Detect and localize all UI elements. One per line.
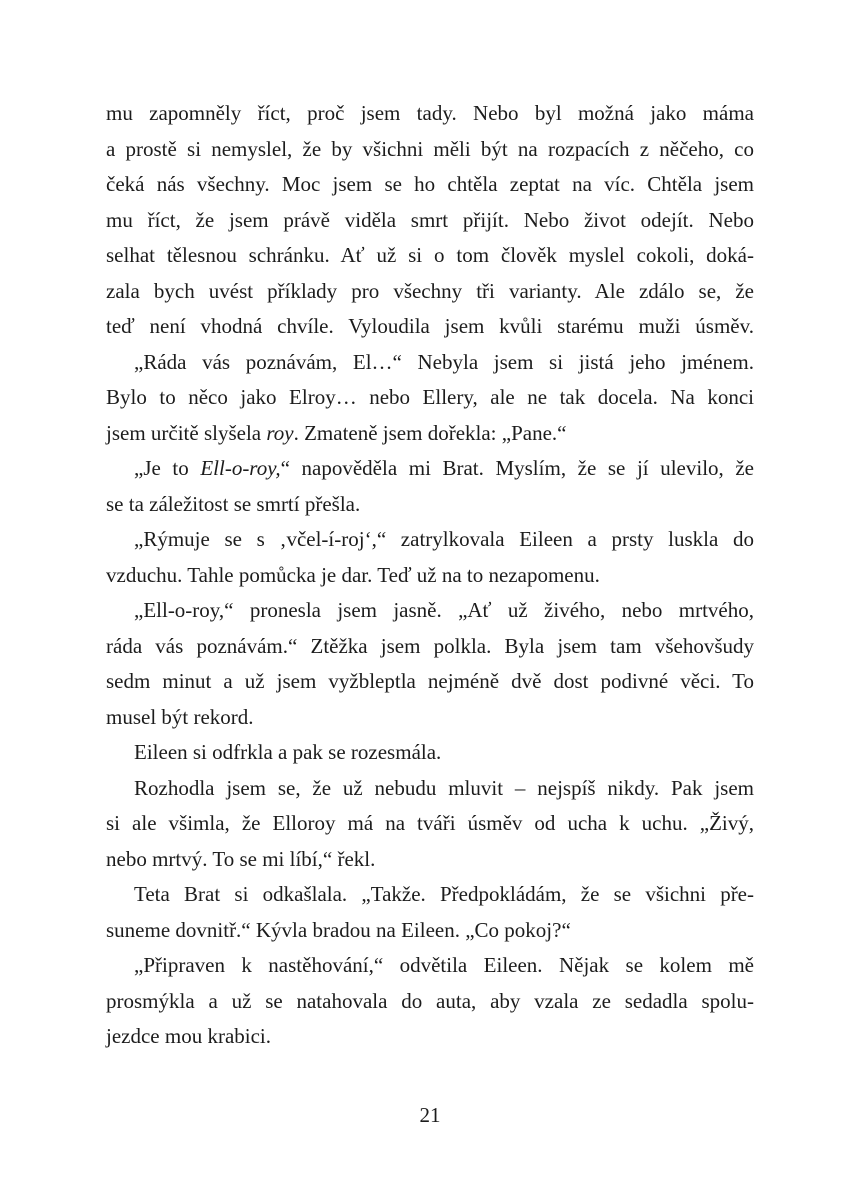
text-segment: mu zapomněly říct, proč jsem tady. Nebo byl možná jako máma: [106, 101, 754, 125]
text-segment: zala bych uvést příklady pro všechny tři varianty. Ale zdálo se, že: [106, 278, 754, 303]
text-line: [106, 593, 754, 629]
text-line: [106, 203, 754, 239]
text-line: [106, 380, 754, 416]
text-line: [106, 167, 754, 203]
text-segment: “ napověděla mi Brat. Myslím, že se jí ulevilo, že: [280, 456, 754, 480]
text-segment: teď není vhodná chvíle. Vyloudila jsem kvůli starému muži úsměv.: [106, 314, 754, 338]
text-segment: „Ell-o-roy,“ pronesla jsem jasně. „Ať už živého, nebo mrtvého,: [134, 598, 754, 622]
text-segment: Teta Brat si odkašlala. „Takže. Předpokládám, že se všichni pře-: [134, 882, 754, 906]
text-line: [106, 984, 754, 1020]
text-segment: selhat tělesnou schránku. Ať už si o tom člověk myslel cokoli, doká-: [106, 243, 754, 267]
text-segment: ráda vás poznávám.“ Ztěžka jsem polkla. Byla jsem tam všehovšudy: [106, 633, 754, 658]
text-segment: si ale všimla, že Elloroy má na tváři úsměv od ucha k uchu. „Živý,: [106, 811, 754, 835]
text-line: [106, 309, 754, 345]
text-line: [106, 877, 754, 913]
text-line: [106, 558, 754, 594]
text-line: [106, 522, 754, 558]
text-segment: čeká nás všechny. Moc jsem se ho chtěla zeptat na víc. Chtěla jsem: [106, 172, 754, 196]
text-line: [106, 416, 754, 452]
text-line: [106, 771, 754, 807]
text-line: [106, 132, 754, 168]
text-line: [106, 664, 754, 700]
text-line: [106, 274, 754, 310]
text-segment: Eileen si odfrkla a pak se rozesmála.: [134, 740, 442, 764]
text-line: [106, 806, 754, 842]
text-segment: . Zmateně jsem dořekla: „Pane.“: [293, 420, 567, 445]
text-line: [106, 735, 754, 771]
text-segment: Bylo to něco jako Elroy… nebo Ellery, ale ne tak docela. Na konci: [106, 385, 754, 409]
text-line: [106, 913, 754, 949]
text-segment: musel být rekord.: [106, 704, 254, 729]
text-line: [106, 842, 754, 878]
text-segment: prosmýkla a už se natahovala do auta, aby vzala ze sedadla spolu-: [106, 988, 754, 1013]
text-line: [106, 700, 754, 736]
italic-text-segment: roy: [266, 420, 294, 445]
text-segment: jsem určitě slyšela: [106, 420, 267, 445]
text-segment: suneme dovnitř.“ Kývla bradou na Eileen. „Co pokoj?“: [106, 917, 571, 942]
text-segment: nebo mrtvý. To se mi líbí,“ řekl.: [106, 846, 376, 871]
text-segment: sedm minut a už jsem vyžbleptla nejméně dvě dost podivné věci. To: [106, 669, 754, 693]
text-segment: a prostě si nemyslel, že by všichni měli být na rozpacích z něčeho, co: [106, 136, 754, 161]
text-segment: „Ráda vás poznávám, El…“ Nebyla jsem si jistá jeho jménem.: [134, 349, 754, 374]
page-number: 21: [419, 1103, 441, 1127]
text-segment: Rozhodla jsem se, že už nebudu mluvit – nejspíš nikdy. Pak jsem: [134, 775, 754, 800]
text-segment: jezdce mou krabici.: [106, 1024, 272, 1048]
text-line: [106, 1019, 754, 1055]
text-line: [106, 238, 754, 274]
text-segment: se ta záležitost se smrtí přešla.: [106, 491, 361, 516]
text-segment: mu říct, že jsem právě viděla smrt přijít. Nebo život odejít. Nebo: [106, 207, 754, 232]
text-line: [106, 96, 754, 132]
text-line: [106, 487, 754, 523]
text-segment: „Připraven k nastěhování,“ odvětila Eileen. Nějak se kolem mě: [134, 953, 754, 977]
text-line: [106, 451, 754, 487]
italic-text-segment: Ell-o-roy,: [200, 456, 281, 480]
text-line: [106, 345, 754, 381]
text-segment: „Rýmuje se s ‚včel-í-roj‘,“ zatrylkovala Eileen a prsty luskla do: [134, 527, 754, 551]
text-line: [106, 629, 754, 665]
text-segment: vzduchu. Tahle pomůcka je dar. Teď už na to nezapomenu.: [106, 562, 600, 587]
text-line: [106, 948, 754, 984]
text-segment: „Je to: [134, 456, 201, 480]
text-block: [106, 96, 754, 1055]
